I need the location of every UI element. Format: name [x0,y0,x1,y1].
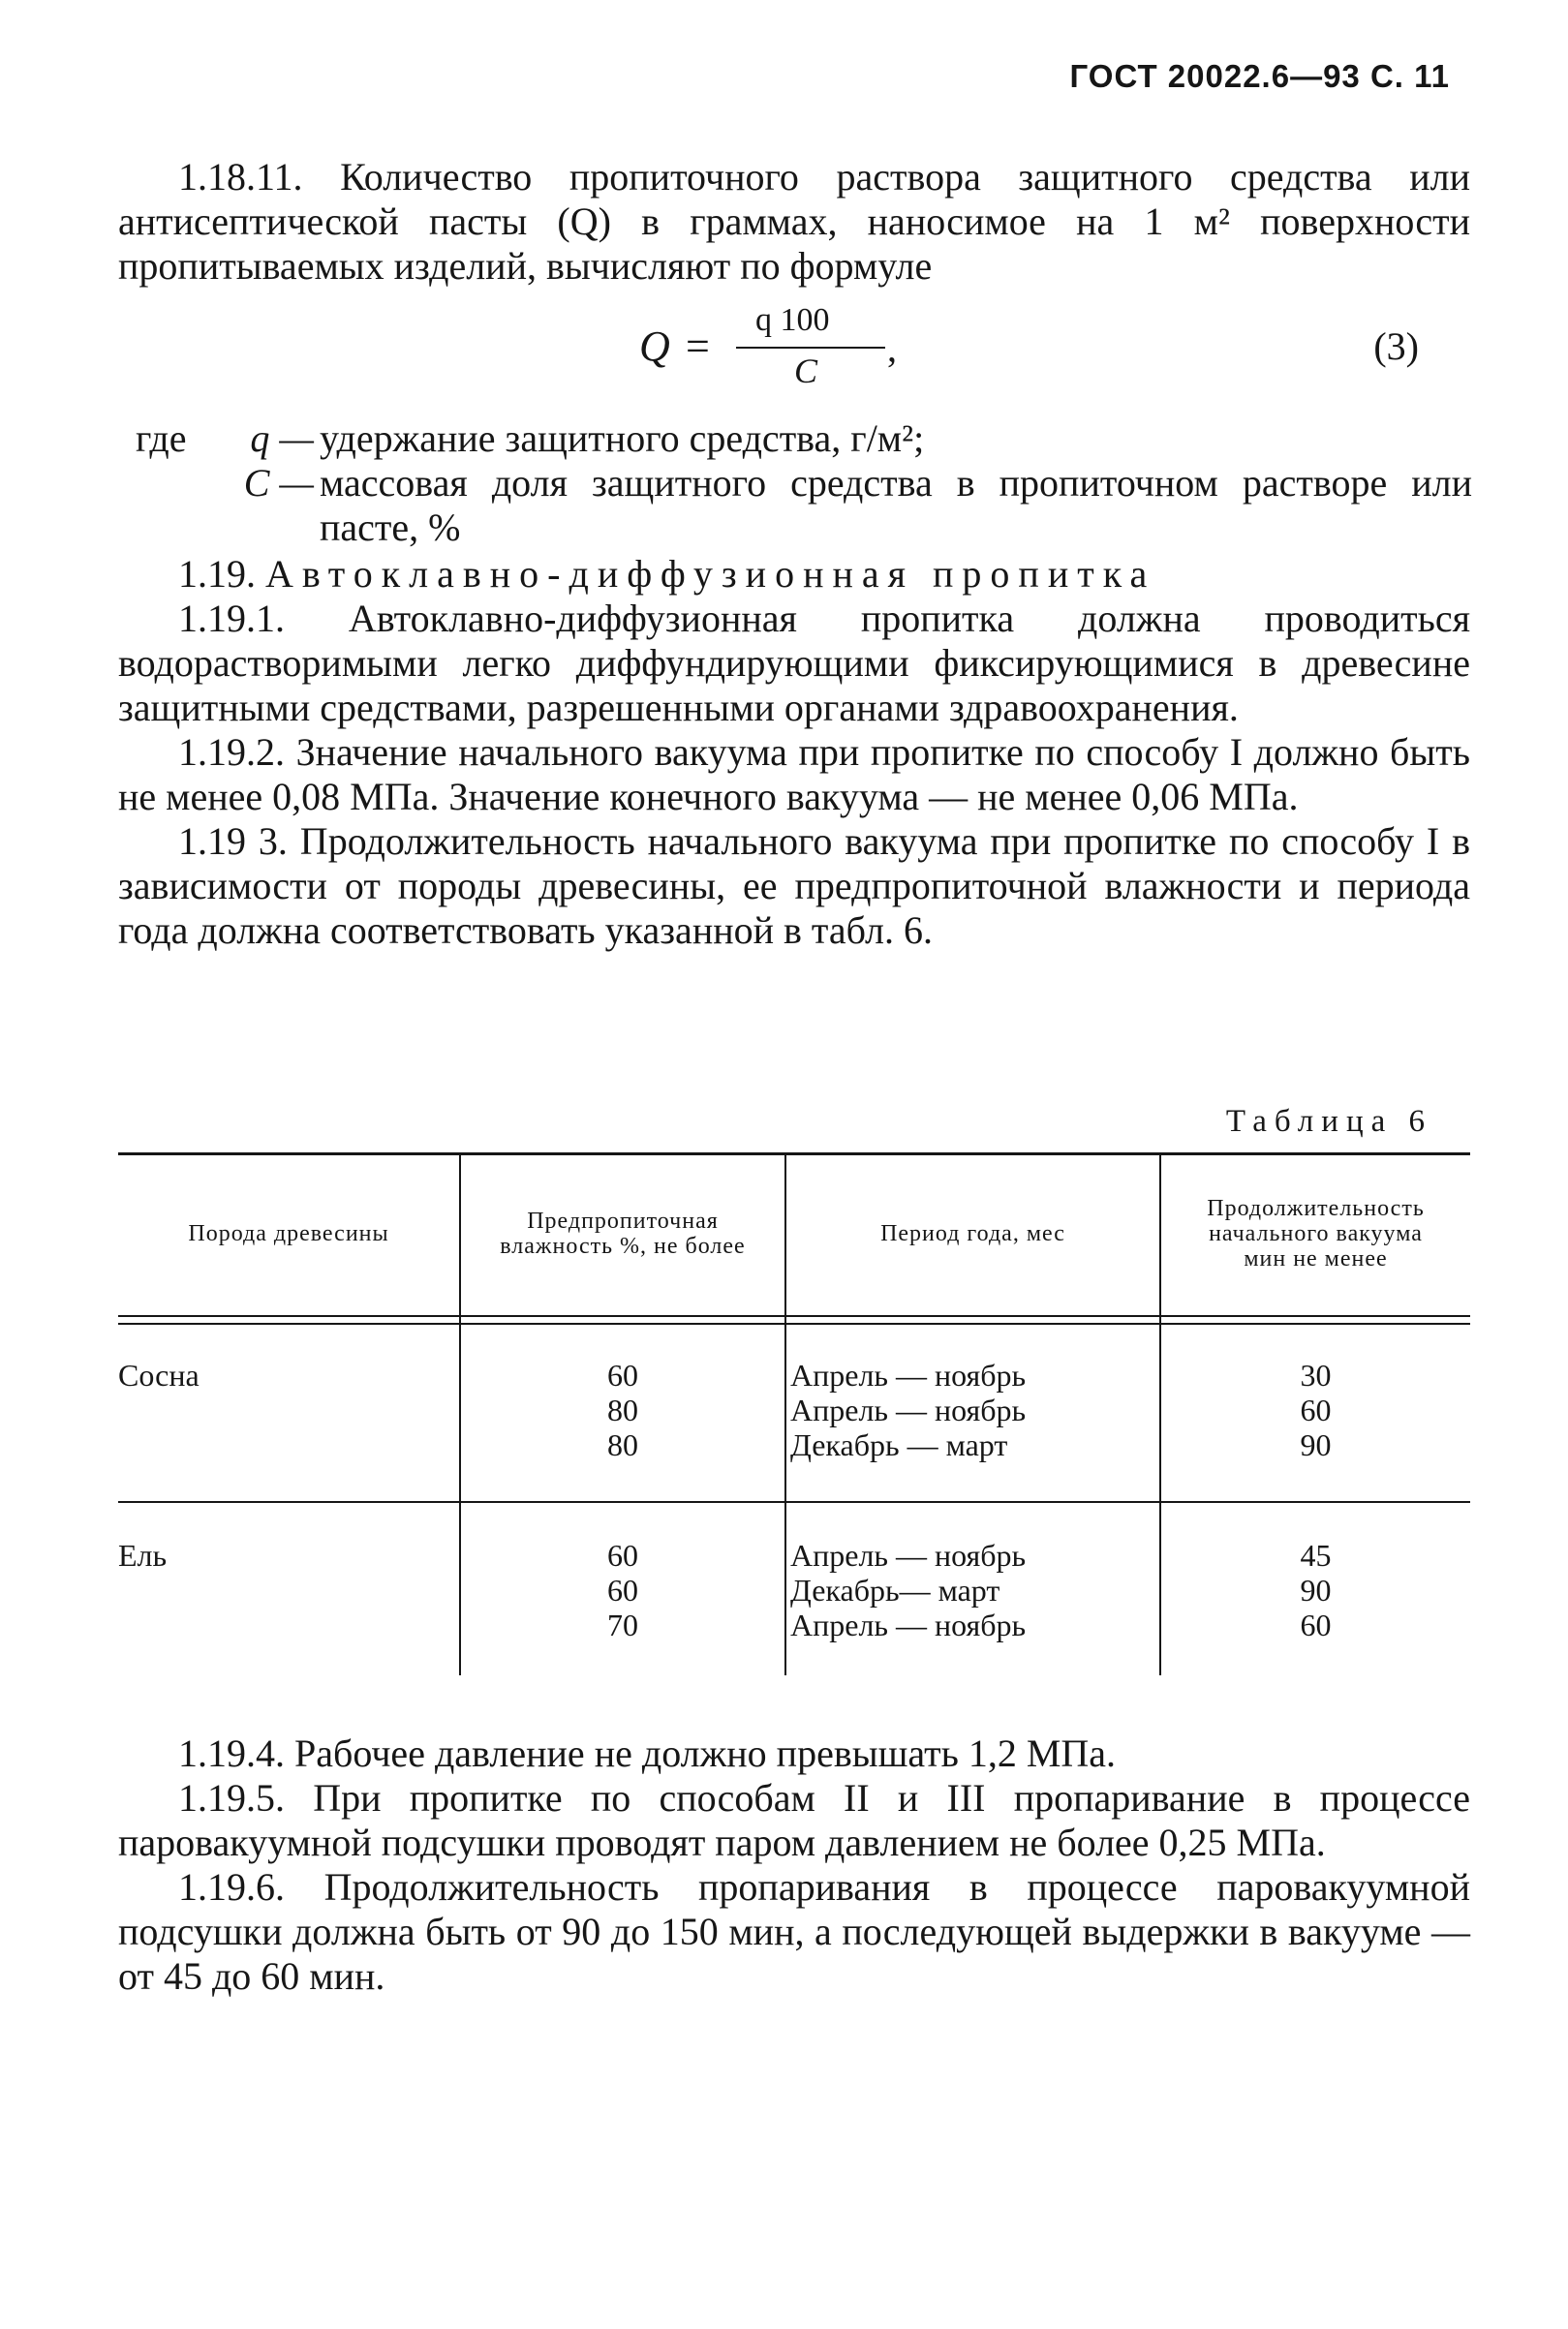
table-value: 30 [1300,1358,1332,1393]
where-label [136,461,231,550]
table-value: 60 [1300,1393,1332,1427]
formula-lhs: Q [639,322,670,370]
header-duration: Продолжительность начального вакуума мин не менее [1207,1196,1425,1272]
paragraph-1-19-2: 1.19.2. Значение начального вакуума при пропитке по способу I должно быть не менее 0,08 МПа. Значение конечного вакуума — не менее 0,06 МПа. [118,730,1470,818]
where-symbol: q — [250,416,314,460]
table-value: Декабрь — март [790,1427,1008,1462]
table-value: 60 [1300,1608,1332,1642]
table-value: 60 [607,1573,638,1608]
where-label: где [136,416,187,460]
formula-denominator: C [794,352,818,390]
duration-cell [1161,1538,1470,1642]
table-value: Апрель — ноябрь [790,1538,1027,1573]
formula-equals: = [686,322,710,370]
table-value: 60 [607,1538,638,1573]
formula-number: (3) [1373,324,1419,368]
table-value: 70 [607,1608,638,1642]
page-header: ГОСТ 20022.6—93 С. 11 [1069,58,1450,94]
formula-numerator: q 100 [755,302,830,338]
moisture-cell [461,1538,784,1642]
paragraph-1-19-3: 1.19 3. Продолжительность начального вакуума при пропитке по способу I в зависимости от породы древесины, ее предпропиточной влажности и периода года должна соответствовать указанной в табл. 6. [118,819,1470,952]
where-description: массовая доля защитного средства в пропиточном растворе или пасте, % [320,461,1472,549]
paragraph-1-19-5: 1.19.5. При пропитке по способам II и III пропаривание в процессе паровакуумной подсушки проводят паром давлением не более 0,25 МПа. [118,1776,1470,1864]
where-row [136,461,1472,550]
table-value: 45 [1300,1538,1332,1573]
moisture-cell [461,1358,784,1462]
paragraph-1-19-1: 1.19.1. Автоклавно-диффузионная пропитка должна проводиться водорастворимыми легко диффундирующими фиксирующимися в древесине защитными средствами, разрешенными органами здравоохранения. [118,597,1470,729]
section-title: Автоклавно-диффузионная пропитка [265,552,1156,596]
species-cell: Ель [118,1538,168,1573]
where-symbol: C — [243,461,314,505]
period-cell [790,1358,1026,1462]
header-species: Порода древесины [188,1221,389,1246]
table-value: 90 [1300,1427,1332,1462]
section-heading [118,552,1470,597]
group-separator [118,1501,1470,1503]
where-description: удержание защитного средства, г/м²; [320,416,925,460]
table-value: Декабрь— март [790,1573,1000,1608]
table-6 [118,1152,1470,1675]
table-caption: Таблица 6 [1225,1104,1432,1139]
table-value: Апрель — ноябрь [790,1358,1027,1393]
period-cell [790,1538,1026,1642]
table-value: 80 [607,1427,638,1462]
formula-comma: , [887,326,897,370]
table-value: 90 [1300,1573,1332,1608]
table-value: Апрель — ноябрь [790,1393,1027,1427]
header-rule [118,1315,1470,1317]
paragraph-1-19-4: 1.19.4. Рабочее давление не должно превышать 1,2 МПа. [178,1731,1117,1775]
paragraph-1-18-11: 1.18.11. Количество пропиточного раствора защитного средства или антисептической пасты (Q) в граммах, наносимое на 1 м² поверхности пропитываемых изделий, вычисляют по формуле [118,155,1470,288]
species-cell: Сосна [118,1358,200,1393]
fraction-bar [736,347,885,349]
paragraph-1-19-6: 1.19.6. Продолжительность пропаривания в процессе паровакуумной подсушки должна быть от 90 до 150 мин, а последующей выдержки в вакууме — от 45 до 60 мин. [118,1865,1470,1998]
intro-text [118,155,1470,289]
table-value: 80 [607,1393,638,1427]
header-rule-double [118,1323,1470,1325]
section-1-19 [118,552,1470,953]
table-value: Апрель — ноябрь [790,1608,1027,1642]
closing-paragraphs [118,1731,1470,1999]
header-period: Период года, мес [880,1221,1065,1246]
where-block [136,416,1472,550]
table-value: 60 [607,1358,638,1393]
formula-3 [639,302,897,399]
duration-cell [1161,1358,1470,1462]
section-number: 1.19. [178,552,256,596]
where-row [136,416,1472,461]
header-moisture: Предпропиточная влажность %, не более [500,1209,746,1259]
